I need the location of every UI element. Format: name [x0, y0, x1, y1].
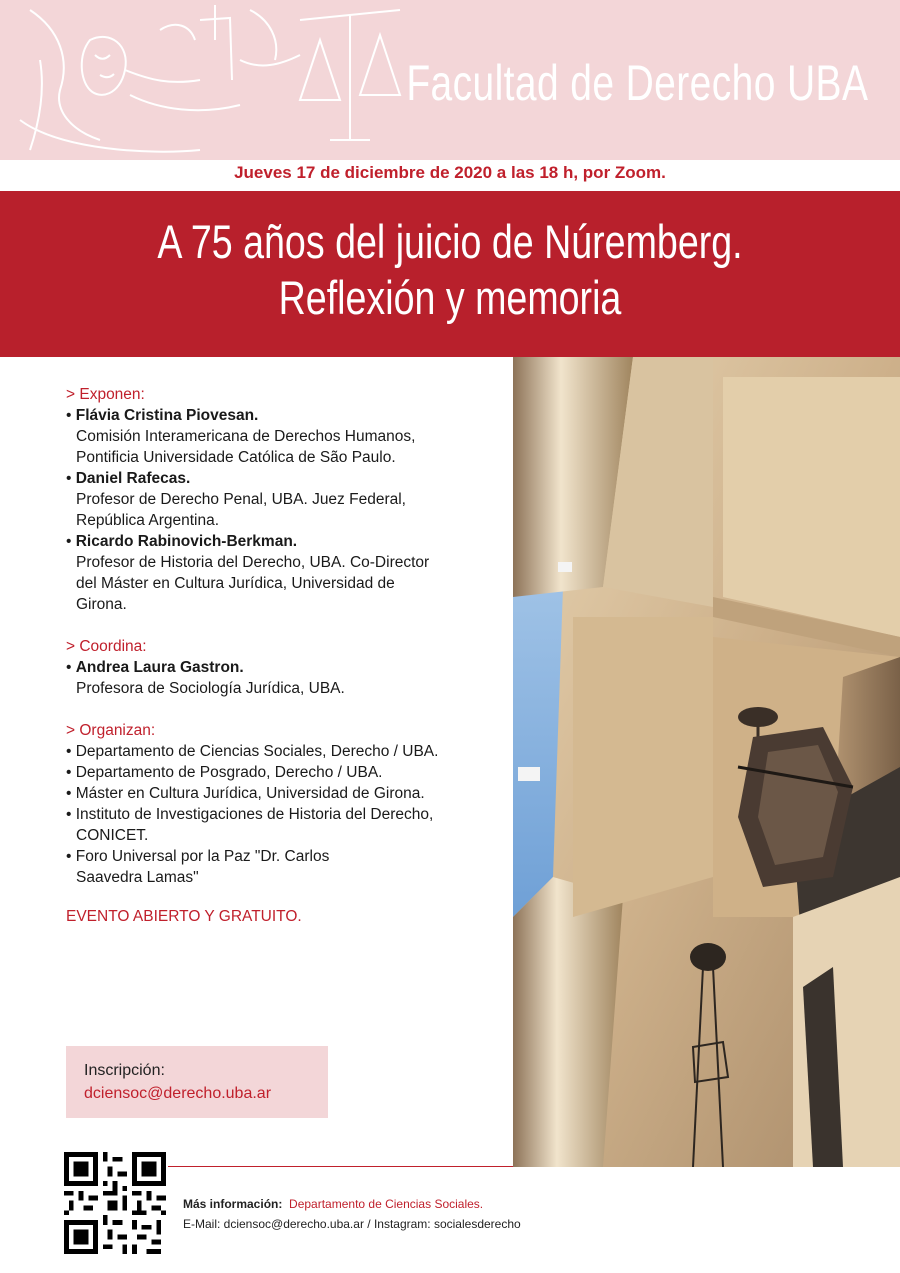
organizer-item: • Departamento de Ciencias Sociales, Derecho / UBA. — [66, 741, 506, 762]
organizers-heading: > Organizan: — [66, 722, 156, 739]
open-event-notice: EVENTO ABIERTO Y GRATUITO. — [66, 908, 302, 925]
contact-info: E-Mail: dciensoc@derecho.uba.ar / Instagram: socialesderecho — [183, 1217, 521, 1231]
speakers-heading: > Exponen: — [66, 386, 145, 403]
event-title-line-2: Reflexión y memoria — [278, 271, 622, 324]
event-details — [66, 384, 506, 927]
registration-box — [66, 1046, 328, 1118]
speaker-name: • Flávia Cristina Piovesan. — [66, 405, 506, 426]
organizer-item: • Máster en Cultura Jurídica, Universidad de Girona. — [66, 783, 506, 804]
speaker-affiliation: República Argentina. — [76, 512, 220, 529]
speaker-affiliation: del Máster en Cultura Jurídica, Universidad de — [76, 575, 395, 592]
footer-divider — [168, 1166, 513, 1167]
building-photo — [513, 357, 900, 1167]
coordinator-heading: > Coordina: — [66, 638, 147, 655]
registration-label: Inscripción: — [84, 1062, 165, 1079]
organizer-line: Instituto de Investigaciones de Historia del Derecho, — [75, 806, 434, 823]
speaker-entry — [66, 468, 506, 531]
organizer-item — [66, 846, 506, 888]
speaker-affiliation: Pontificia Universidade Católica de São Paulo. — [76, 449, 396, 466]
event-title — [90, 214, 810, 326]
speaker-affiliation: Comisión Interamericana de Derechos Humanos, — [76, 428, 416, 445]
qr-code[interactable] — [64, 1152, 166, 1254]
more-info-label: Más información: — [183, 1197, 283, 1211]
registration-email-link[interactable]: dciensoc@derecho.uba.ar — [84, 1085, 272, 1102]
justice-figure-illustration — [0, 0, 460, 160]
speaker-name: • Ricardo Rabinovich-Berkman. — [66, 531, 506, 552]
speaker-name: • Daniel Rafecas. — [66, 468, 506, 489]
event-title-line-1: A 75 años del juicio de Núremberg. — [157, 215, 743, 268]
more-info-link[interactable]: Departamento de Ciencias Sociales. — [289, 1197, 484, 1211]
speaker-affiliation: Girona. — [76, 596, 127, 613]
coordinator-affiliation: Profesora de Sociología Jurídica, UBA. — [76, 680, 345, 697]
faculty-title: Facultad de Derecho UBA — [405, 55, 868, 111]
header-band — [0, 0, 900, 160]
organizer-item: • Departamento de Posgrado, Derecho / UBA. — [66, 762, 506, 783]
speaker-entry — [66, 405, 506, 468]
organizer-line: Foro Universal por la Paz "Dr. Carlos — [75, 848, 330, 865]
columns-and-lantern-illustration — [513, 357, 900, 1167]
organizer-item — [66, 804, 506, 846]
speaker-affiliation: Profesor de Historia del Derecho, UBA. Co-Director — [76, 554, 430, 571]
organizer-line: Saavedra Lamas" — [76, 869, 199, 886]
coordinator-name: • Andrea Laura Gastron. — [66, 657, 506, 678]
event-date: Jueves 17 de diciembre de 2020 a las 18 h, por Zoom. — [234, 163, 666, 182]
speaker-entry — [66, 531, 506, 615]
more-info — [183, 1197, 483, 1211]
speaker-affiliation: Profesor de Derecho Penal, UBA. Juez Federal, — [76, 491, 406, 508]
organizer-line: CONICET. — [76, 827, 149, 844]
coordinator-entry — [66, 657, 506, 699]
